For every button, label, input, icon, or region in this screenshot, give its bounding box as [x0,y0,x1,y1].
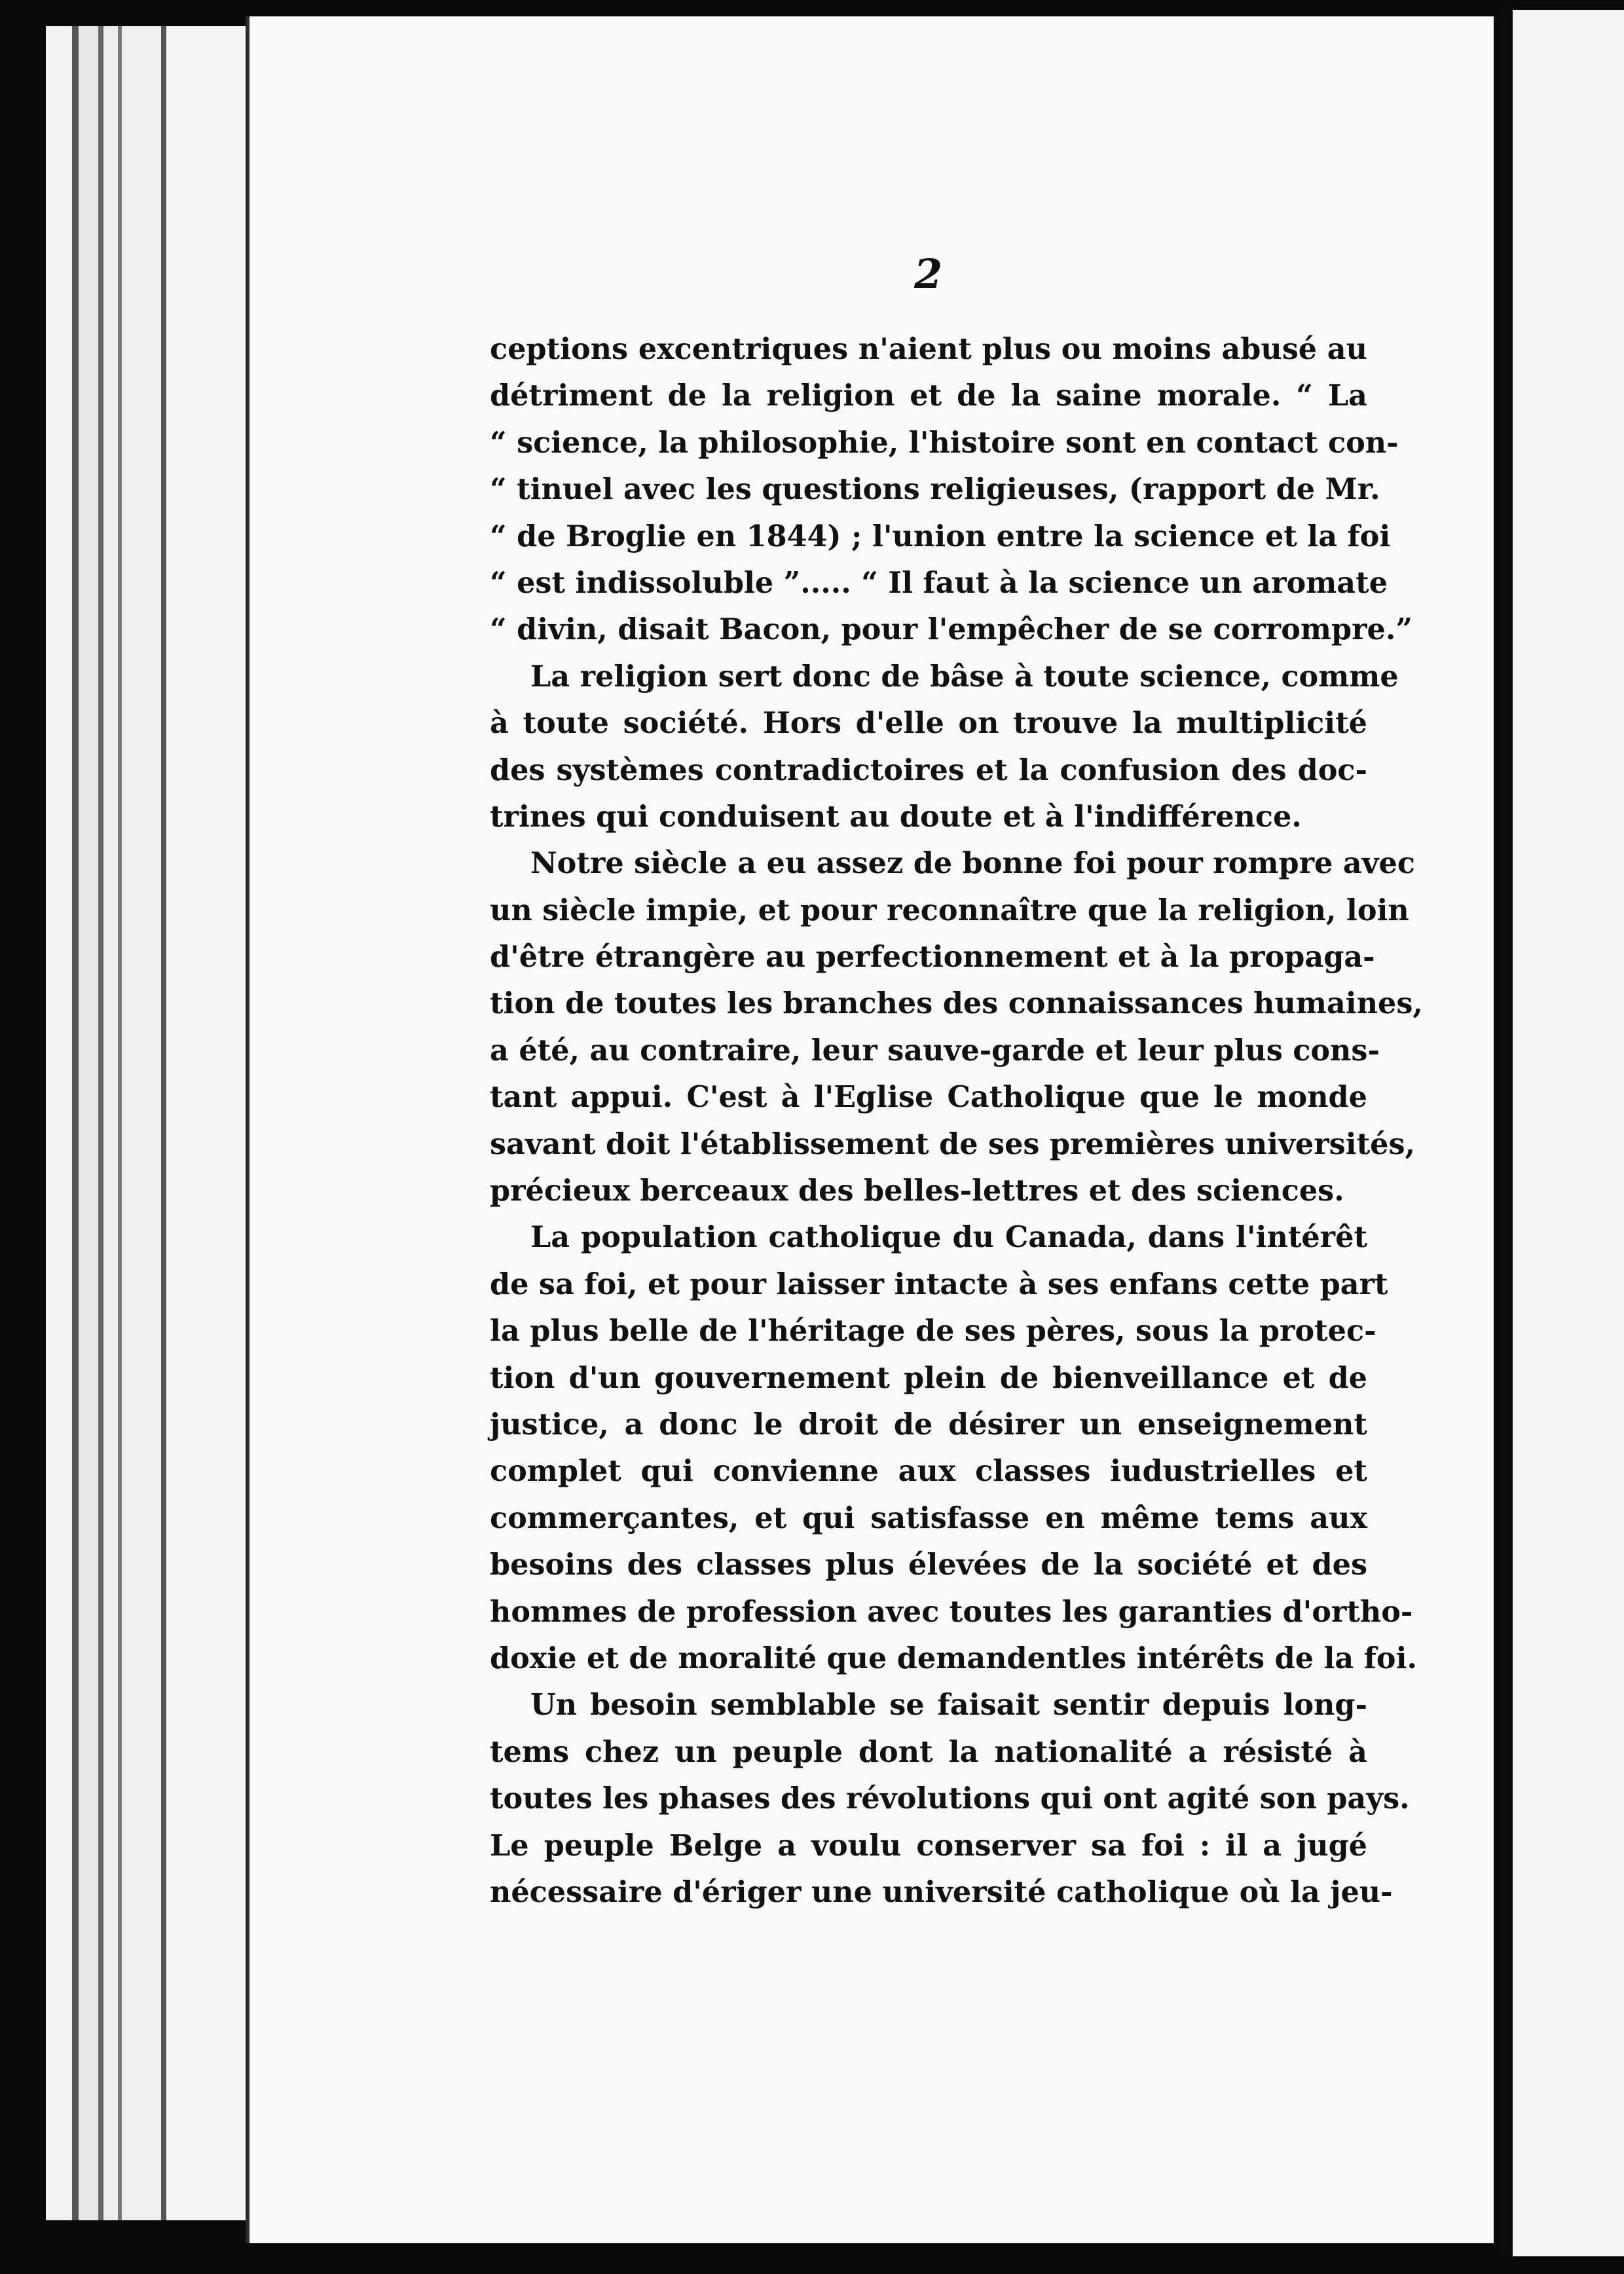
text-line: hommes de profession avec toutes les garanties d'ortho- [490,1594,1413,1629]
text-line: détriment de la religion et de la saine morale. “ La [490,379,1367,413]
text-line: besoins des classes plus élevées de la société et des [490,1548,1367,1582]
text-line: un siècle impie, et pour reconnaître que la religion, loin [490,893,1409,927]
body-text [490,326,1423,1916]
text-line: toutes les phases des révolutions qui ont agité son pays. [490,1781,1410,1816]
text-line: complet qui convienne aux classes iudustrielles et [490,1454,1367,1489]
text-line: savant doit l'établissement de ses premières universités, [490,1127,1416,1161]
text-line: La religion sert donc de bâse à toute science, comme [530,659,1399,694]
text-line: a été, au contraire, leur sauve-garde et leur plus cons- [490,1033,1380,1068]
text-line: des systèmes contradictoires et la confusion des doc- [490,753,1367,787]
text-line: “ est indissoluble ”..... “ Il faut à la science un aromate [490,565,1388,600]
text-line: Notre siècle a eu assez de bonne foi pour rompre avec [530,846,1415,881]
text-line: à toute société. Hors d'elle on trouve la multiplicité [490,706,1367,741]
page-number: 2 [914,250,943,298]
text-line: “ tinuel avec les questions religieuses, (rapport de Mr. [490,472,1380,507]
text-line: justice, a donc le droit de désirer un enseignement [490,1407,1367,1442]
text-line: tems chez un peuple dont la nationalité a résisté à [490,1734,1367,1769]
text-line: trines qui conduisent au doute et à l'indifférence. [490,799,1302,834]
text-line: d'être étrangère au perfectionnement et à la propaga- [490,940,1375,975]
text-line: tion d'un gouvernement plein de bienveillance et de [490,1360,1367,1395]
text-line: de sa foi, et pour laisser intacte à ses enfans cette part [490,1267,1388,1301]
text-line: La population catholique du Canada, dans l'intérêt [530,1220,1367,1255]
text-line: commerçantes, et qui satisfasse en même tems aux [490,1500,1367,1535]
text-line: tant appui. C'est à l'Eglise Catholique que le monde [490,1080,1367,1115]
text-line: “ divin, disait Bacon, pour l'empêcher de se corrompre.” [490,612,1412,647]
text-line: “ de Broglie en 1844) ; l'union entre la science et la foi [490,519,1391,553]
stacked-page-edges [46,26,262,2220]
text-line: la plus belle de l'héritage de ses pères, sous la protec- [490,1314,1376,1349]
text-line: “ science, la philosophie, l'histoire sont en contact con- [490,425,1399,460]
text-line: Un besoin semblable se faisait sentir depuis long- [530,1688,1367,1723]
text-line: doxie et de moralité que demandentles intérêts de la foi. [490,1641,1417,1675]
text-line: nécessaire d'ériger une université catholique où la jeu- [490,1874,1393,1909]
text-line: précieux berceaux des belles-lettres et des sciences. [490,1174,1344,1208]
text-line: ceptions excentriques n'aient plus ou moins abusé au [490,332,1367,366]
facing-page-edge [1501,10,1624,2256]
text-line: tion de toutes les branches des connaissances humaines, [490,986,1423,1021]
text-line: Le peuple Belge a voulu conserver sa foi : il a jugé [490,1828,1367,1863]
